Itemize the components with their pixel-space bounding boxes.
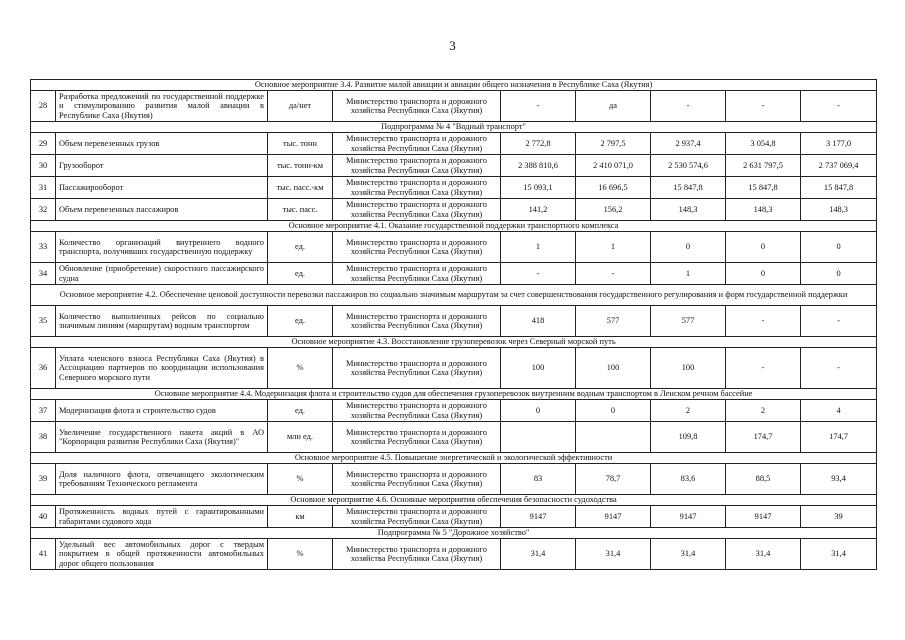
indicators-table bbox=[30, 79, 877, 570]
indicator-value: 109,8 bbox=[651, 422, 726, 453]
indicator-value: 0 bbox=[501, 400, 576, 422]
row-number: 30 bbox=[31, 155, 56, 177]
indicator-value: 9147 bbox=[651, 506, 726, 528]
section-title: Основное мероприятие 4.4. Модернизация флота и строительство судов для обеспечения грузоперевозок внутренним водным транспортом в Ленском речном бассейне bbox=[31, 389, 877, 400]
indicator-value: - bbox=[726, 91, 801, 122]
section-header-row bbox=[31, 80, 877, 91]
indicator-value: 15 847,8 bbox=[651, 177, 726, 199]
table-row bbox=[31, 232, 877, 263]
indicator-name: Доля наличного флота, отвечающего экологическим требованиям Технического регламента bbox=[56, 464, 268, 495]
responsible-executor: Министерство транспорта и дорожного хозяйства Республики Саха (Якутия) bbox=[333, 91, 501, 122]
indicator-value: 1 bbox=[501, 232, 576, 263]
indicator-value: 0 bbox=[801, 263, 877, 285]
row-number: 36 bbox=[31, 348, 56, 389]
indicator-name: Обновление (приобретение) скоростного пассажирского судна bbox=[56, 263, 268, 285]
unit-of-measure: тыс. пасс. bbox=[268, 199, 333, 221]
unit-of-measure: км bbox=[268, 506, 333, 528]
section-title: Основное мероприятие 4.2. Обеспечение ценовой доступности перевозки пассажиров по социально значимым маршрутам за счет совершенствования государственного регулирования и форм государственной поддержки bbox=[31, 285, 877, 306]
unit-of-measure: тыс. тонн bbox=[268, 133, 333, 155]
row-number: 39 bbox=[31, 464, 56, 495]
responsible-executor: Министерство транспорта и дорожного хозяйства Республики Саха (Якутия) bbox=[333, 177, 501, 199]
section-title: Основное мероприятие 3.4. Развитие малой авиации и авиации общего назначения в Республике Саха (Якутия) bbox=[31, 80, 877, 91]
indicator-value: 31,4 bbox=[801, 539, 877, 570]
row-number: 28 bbox=[31, 91, 56, 122]
indicator-name: Увеличение государственного пакета акций в АО "Корпорация развития Республики Саха (Якутия)" bbox=[56, 422, 268, 453]
responsible-executor: Министерство транспорта и дорожного хозяйства Республики Саха (Якутия) bbox=[333, 464, 501, 495]
section-title: Основное мероприятие 4.3. Восстановление грузоперевозок через Северный морской путь bbox=[31, 337, 877, 348]
responsible-executor: Министерство транспорта и дорожного хозяйства Республики Саха (Якутия) bbox=[333, 232, 501, 263]
indicator-name: Грузооборот bbox=[56, 155, 268, 177]
table-row bbox=[31, 155, 877, 177]
indicator-value: 83 bbox=[501, 464, 576, 495]
indicator-name: Количество организаций внутреннего водного транспорта, получивших государственную поддержку bbox=[56, 232, 268, 263]
table-row bbox=[31, 506, 877, 528]
indicator-value: - bbox=[801, 306, 877, 337]
indicator-name: Объем перевезенных грузов bbox=[56, 133, 268, 155]
unit-of-measure: ед. bbox=[268, 263, 333, 285]
table-row bbox=[31, 199, 877, 221]
unit-of-measure: % bbox=[268, 464, 333, 495]
table-body bbox=[31, 80, 877, 570]
indicator-value: - bbox=[726, 306, 801, 337]
indicator-value: 148,3 bbox=[801, 199, 877, 221]
section-title: Основное мероприятие 4.5. Повышение энергетической и экологической эффективности bbox=[31, 453, 877, 464]
table-row bbox=[31, 91, 877, 122]
indicator-value: 148,3 bbox=[726, 199, 801, 221]
indicator-name: Модернизация флота и строительство судов bbox=[56, 400, 268, 422]
indicator-value: 174,7 bbox=[801, 422, 877, 453]
section-header-row bbox=[31, 122, 877, 133]
row-number: 29 bbox=[31, 133, 56, 155]
unit-of-measure: ед. bbox=[268, 400, 333, 422]
indicator-value: 418 bbox=[501, 306, 576, 337]
indicator-value: 2 797,5 bbox=[576, 133, 651, 155]
indicator-value: 0 bbox=[726, 232, 801, 263]
indicator-value: 78,7 bbox=[576, 464, 651, 495]
unit-of-measure: % bbox=[268, 539, 333, 570]
indicator-name: Количество выполненных рейсов по социально значимым линиям (маршрутам) водным транспортом bbox=[56, 306, 268, 337]
indicator-name: Объем перевезенных пассажиров bbox=[56, 199, 268, 221]
row-number: 40 bbox=[31, 506, 56, 528]
section-header-row bbox=[31, 285, 877, 306]
row-number: 33 bbox=[31, 232, 56, 263]
indicator-value: 0 bbox=[651, 232, 726, 263]
indicator-value: 9147 bbox=[726, 506, 801, 528]
indicator-value: 15 093,1 bbox=[501, 177, 576, 199]
responsible-executor: Министерство транспорта и дорожного хозяйства Республики Саха (Якутия) bbox=[333, 422, 501, 453]
indicator-value: 0 bbox=[801, 232, 877, 263]
indicator-value: 148,3 bbox=[651, 199, 726, 221]
indicator-value: - bbox=[726, 348, 801, 389]
responsible-executor: Министерство транспорта и дорожного хозяйства Республики Саха (Якутия) bbox=[333, 539, 501, 570]
row-number: 31 bbox=[31, 177, 56, 199]
responsible-executor: Министерство транспорта и дорожного хозяйства Республики Саха (Якутия) bbox=[333, 400, 501, 422]
indicator-value: 0 bbox=[726, 263, 801, 285]
indicator-value: 174,7 bbox=[726, 422, 801, 453]
row-number: 34 bbox=[31, 263, 56, 285]
unit-of-measure: ед. bbox=[268, 306, 333, 337]
indicator-value: 2 631 797,5 bbox=[726, 155, 801, 177]
row-number: 41 bbox=[31, 539, 56, 570]
indicator-value: 2 530 574,6 bbox=[651, 155, 726, 177]
indicator-value: - bbox=[576, 263, 651, 285]
row-number: 38 bbox=[31, 422, 56, 453]
indicator-value: 9147 bbox=[501, 506, 576, 528]
indicator-value: 2 937,4 bbox=[651, 133, 726, 155]
indicator-value: - bbox=[651, 91, 726, 122]
indicator-value: - bbox=[801, 91, 877, 122]
table-row bbox=[31, 464, 877, 495]
indicator-value: 9147 bbox=[576, 506, 651, 528]
responsible-executor: Министерство транспорта и дорожного хозяйства Республики Саха (Якутия) bbox=[333, 506, 501, 528]
section-header-row bbox=[31, 453, 877, 464]
indicator-value bbox=[576, 422, 651, 453]
indicator-value: 2 bbox=[726, 400, 801, 422]
indicator-value: 1 bbox=[576, 232, 651, 263]
indicator-value: 93,4 bbox=[801, 464, 877, 495]
indicator-value: - bbox=[501, 91, 576, 122]
section-header-row bbox=[31, 528, 877, 539]
unit-of-measure: % bbox=[268, 348, 333, 389]
indicator-value: 577 bbox=[576, 306, 651, 337]
indicator-value: 31,4 bbox=[726, 539, 801, 570]
table-row bbox=[31, 263, 877, 285]
indicator-value: 39 bbox=[801, 506, 877, 528]
indicator-value: 2 737 069,4 bbox=[801, 155, 877, 177]
indicator-value: 4 bbox=[801, 400, 877, 422]
indicator-value: 16 696,5 bbox=[576, 177, 651, 199]
section-title: Основное мероприятие 4.1. Оказание государственной поддержки транспортного комплекса bbox=[31, 221, 877, 232]
indicator-value: 31,4 bbox=[501, 539, 576, 570]
indicator-name: Пассажирооборот bbox=[56, 177, 268, 199]
responsible-executor: Министерство транспорта и дорожного хозяйства Республики Саха (Якутия) bbox=[333, 306, 501, 337]
indicator-value: 31,4 bbox=[576, 539, 651, 570]
indicator-value: да bbox=[576, 91, 651, 122]
indicator-value: 1 bbox=[651, 263, 726, 285]
unit-of-measure: ед. bbox=[268, 232, 333, 263]
indicator-value: 100 bbox=[651, 348, 726, 389]
page-number: 3 bbox=[449, 38, 456, 53]
indicator-name: Уплата членского взноса Республики Саха (Якутия) в Ассоциацию партнеров по координации использования Северного морского пути bbox=[56, 348, 268, 389]
indicator-value: 31,4 bbox=[651, 539, 726, 570]
table-row bbox=[31, 422, 877, 453]
indicator-value: 2 772,8 bbox=[501, 133, 576, 155]
indicator-value: 100 bbox=[501, 348, 576, 389]
section-header-row bbox=[31, 337, 877, 348]
table-row bbox=[31, 539, 877, 570]
indicator-name: Удельный вес автомобильных дорог с твердым покрытием в общей протяженности автомобильных дорог общего пользования bbox=[56, 539, 268, 570]
indicator-name: Разработка предложений по государственной поддержке и стимулированию развития малой авиации в Республике Саха (Якутия) bbox=[56, 91, 268, 122]
unit-of-measure: млн ед. bbox=[268, 422, 333, 453]
indicator-value bbox=[501, 422, 576, 453]
table-row bbox=[31, 306, 877, 337]
row-number: 37 bbox=[31, 400, 56, 422]
section-header-row bbox=[31, 389, 877, 400]
table-row bbox=[31, 348, 877, 389]
unit-of-measure: да/нет bbox=[268, 91, 333, 122]
table-row bbox=[31, 177, 877, 199]
section-title: Подпрограмма № 4 "Водный транспорт" bbox=[31, 122, 877, 133]
indicator-value: 2 bbox=[651, 400, 726, 422]
indicator-value: 100 bbox=[576, 348, 651, 389]
section-header-row bbox=[31, 221, 877, 232]
indicator-value: - bbox=[801, 348, 877, 389]
indicator-value: 577 bbox=[651, 306, 726, 337]
indicator-value: 2 410 071,0 bbox=[576, 155, 651, 177]
indicator-value: 141,2 bbox=[501, 199, 576, 221]
responsible-executor: Министерство транспорта и дорожного хозяйства Республики Саха (Якутия) bbox=[333, 348, 501, 389]
row-number: 35 bbox=[31, 306, 56, 337]
indicator-value: 3 177,0 bbox=[801, 133, 877, 155]
indicator-value: 0 bbox=[576, 400, 651, 422]
indicator-value: 88,5 bbox=[726, 464, 801, 495]
indicator-value: - bbox=[501, 263, 576, 285]
table-row bbox=[31, 133, 877, 155]
responsible-executor: Министерство транспорта и дорожного хозяйства Республики Саха (Якутия) bbox=[333, 263, 501, 285]
table-row bbox=[31, 400, 877, 422]
responsible-executor: Министерство транспорта и дорожного хозяйства Республики Саха (Якутия) bbox=[333, 133, 501, 155]
responsible-executor: Министерство транспорта и дорожного хозяйства Республики Саха (Якутия) bbox=[333, 199, 501, 221]
indicator-value: 15 847,8 bbox=[801, 177, 877, 199]
indicator-value: 2 388 810,6 bbox=[501, 155, 576, 177]
row-number: 32 bbox=[31, 199, 56, 221]
section-title: Основное мероприятие 4.6. Основные мероприятия обеспечения безопасности судоходства bbox=[31, 495, 877, 506]
indicator-value: 15 847,8 bbox=[726, 177, 801, 199]
indicator-value: 3 054,8 bbox=[726, 133, 801, 155]
unit-of-measure: тыс. тонн-км bbox=[268, 155, 333, 177]
indicator-name: Протяженность водных путей с гарантированными габаритами судового хода bbox=[56, 506, 268, 528]
section-title: Подпрограмма № 5 "Дорожное хозяйство" bbox=[31, 528, 877, 539]
indicator-value: 83,6 bbox=[651, 464, 726, 495]
unit-of-measure: тыс. пасс.-км bbox=[268, 177, 333, 199]
responsible-executor: Министерство транспорта и дорожного хозяйства Республики Саха (Якутия) bbox=[333, 155, 501, 177]
section-header-row bbox=[31, 495, 877, 506]
indicator-value: 156,2 bbox=[576, 199, 651, 221]
